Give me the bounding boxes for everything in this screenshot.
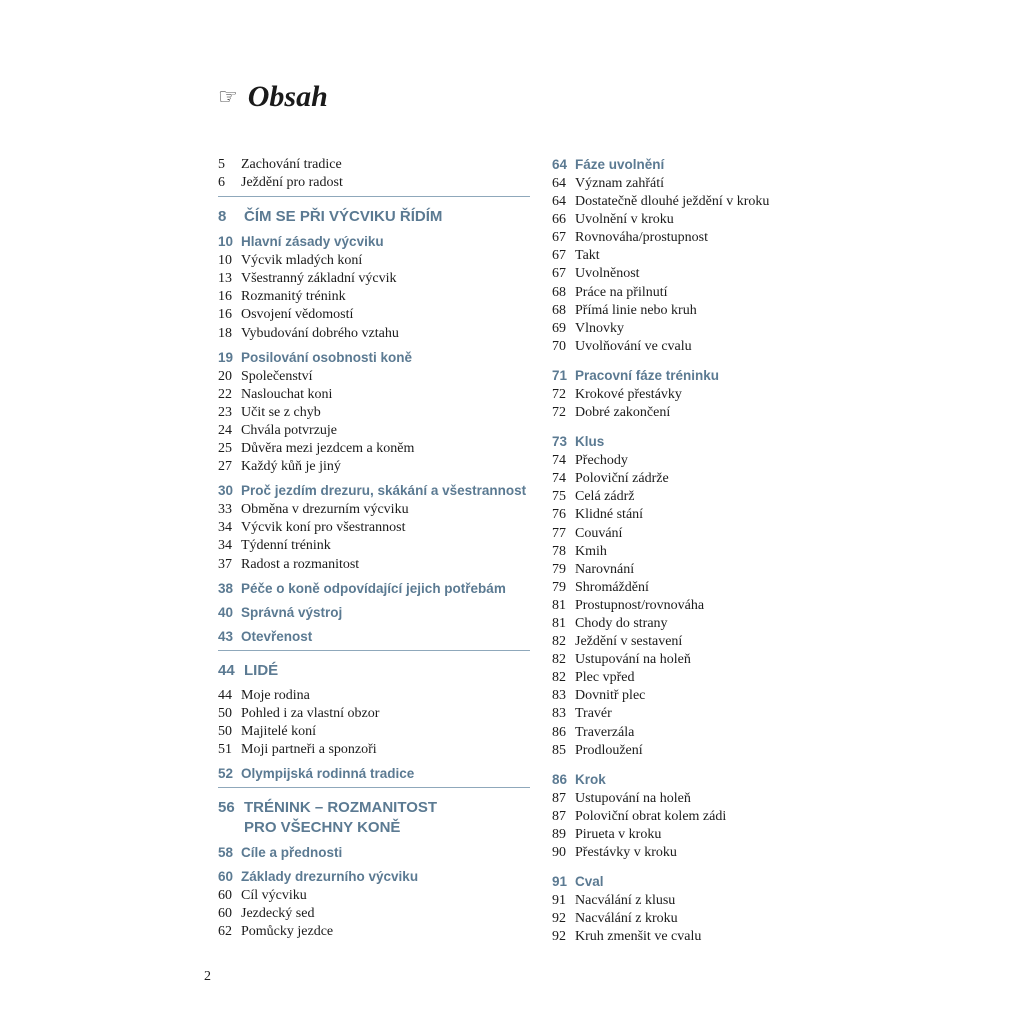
toc-page-number: 43 (218, 628, 234, 644)
toc-page-number: 34 (218, 538, 232, 554)
toc-entry-title: Důvěra mezi jezdcem a koněm (241, 441, 415, 457)
toc-entry-title: Výcvik koní pro všestrannost (241, 520, 406, 536)
toc-entry-title: Chody do strany (575, 615, 668, 631)
toc-page-number: 86 (552, 771, 568, 787)
toc-page-number: 19 (218, 349, 234, 365)
toc-page-number: 23 (218, 404, 232, 420)
toc-entry (552, 669, 852, 687)
toc-page-number: 60 (218, 887, 232, 903)
toc-entry-title: Osvojení vědomostí (241, 307, 354, 323)
toc-page-number: 82 (552, 634, 566, 650)
toc-page-number: 64 (552, 157, 568, 172)
toc-entry-title: Narovnání (575, 561, 635, 577)
toc-entry (552, 826, 852, 844)
toc-page-number: 83 (552, 706, 566, 722)
toc-page-number: 64 (552, 176, 566, 191)
toc-page-number: 56 (218, 798, 235, 816)
toc-entry-title: Rovnováha/prostupnost (575, 230, 708, 246)
toc-page-number: 44 (218, 661, 235, 679)
toc-page-number: 71 (552, 367, 568, 383)
toc-entry (218, 174, 530, 192)
toc-subheading (218, 868, 530, 886)
toc-entry-title: Radost a rozmanitost (241, 556, 360, 572)
toc-entry (552, 211, 852, 229)
toc-page-number: 10 (218, 253, 232, 269)
toc-page-number: 60 (218, 868, 234, 884)
toc-subheading-title: Základy drezurního výcviku (241, 868, 419, 884)
toc-chapter-title-line: TRÉNINK – ROZMANITOST (244, 798, 438, 816)
toc-page-number: 83 (552, 688, 566, 704)
toc-entry (552, 633, 852, 651)
toc-page-number: 70 (552, 338, 566, 354)
toc-entry (552, 175, 852, 193)
toc-entry (218, 723, 530, 741)
toc-entry-title: Všestranný základní výcvik (241, 271, 397, 287)
toc-entry (218, 501, 530, 519)
toc-page-number: 50 (218, 723, 232, 739)
toc-entry (552, 302, 852, 320)
toc-entry-title: Cíl výcviku (241, 887, 307, 903)
toc-page-number: 68 (552, 302, 566, 318)
toc-entry (552, 651, 852, 669)
toc-page-number: 62 (218, 924, 232, 940)
toc-page-number: 92 (552, 929, 566, 945)
toc-page-number: 68 (552, 284, 566, 300)
toc-entry-title: Krokové přestávky (575, 386, 682, 402)
toc-page-number: 51 (218, 741, 232, 757)
toc-entry (218, 156, 530, 174)
toc-page-number: 20 (218, 368, 232, 384)
toc-entry-title: Celá zádrž (575, 489, 635, 505)
toc-entry-title: Přechody (575, 453, 628, 469)
toc-entry-title: Přímá linie nebo kruh (575, 302, 697, 318)
toc-chapter-heading (218, 661, 530, 681)
toc-entry (552, 742, 852, 760)
toc-entry-title: Pirueta v kroku (575, 826, 662, 842)
toc-entry-title: Klidné stání (575, 507, 644, 523)
toc-entry-title: Dobré zakončení (575, 405, 671, 421)
toc-entry (552, 579, 852, 597)
toc-entry (218, 458, 530, 476)
toc-entry (218, 537, 530, 555)
toc-entry-title: Společenství (241, 368, 313, 384)
toc-entry (552, 687, 852, 705)
toc-entry-title: Význam zahřátí (575, 176, 665, 191)
toc-entry-title: Uvolňování ve cvalu (575, 338, 692, 354)
toc-entry-title: Vybudování dobrého vztahu (241, 325, 399, 341)
toc-entry (218, 687, 530, 705)
page-title (218, 80, 328, 114)
toc-page-number: 33 (218, 502, 232, 518)
toc-subheading-title: Pracovní fáze tréninku (575, 367, 720, 383)
toc-entry (552, 506, 852, 524)
toc-entry (552, 470, 852, 488)
toc-chapter-heading (218, 798, 530, 838)
toc-entry-title: Moji partneři a sponzoři (241, 741, 377, 757)
toc-entry-title: Učit se z chyb (241, 404, 321, 420)
toc-entry-title: Kruh zmenšit ve cvalu (575, 929, 702, 945)
toc-entry-title: Ježdění v sestavení (575, 634, 683, 650)
toc-entry (218, 905, 530, 923)
toc-subheading-title: Fáze uvolnění (575, 157, 665, 172)
toc-page-number: 16 (218, 307, 232, 323)
toc-subheading-title: Olympijská rodinná tradice (241, 765, 415, 781)
toc-entry (552, 892, 852, 910)
toc-page-number: 6 (218, 175, 225, 191)
toc-page-number: 89 (552, 826, 566, 842)
toc-entry-title: Takt (575, 248, 600, 264)
section-divider (218, 650, 530, 651)
toc-entry-title: Zachování tradice (241, 157, 342, 172)
toc-entry-title: Ustupování na holeň (575, 652, 691, 668)
toc-page-number: 64 (552, 194, 566, 210)
toc-entry (218, 270, 530, 288)
toc-entry-title: Nacválání z kroku (575, 911, 678, 927)
toc-page-number: 78 (552, 543, 566, 559)
toc-page-number: 30 (218, 483, 234, 499)
toc-entry (552, 488, 852, 506)
toc-page-number: 87 (552, 808, 566, 824)
toc-page-number: 77 (552, 525, 566, 541)
toc-entry (552, 910, 852, 928)
toc-page-number: 72 (552, 386, 566, 402)
toc-entry-title: Jezdecký sed (241, 906, 315, 922)
toc-entry (218, 741, 530, 759)
toc-entry-title: Vlnovky (575, 320, 624, 336)
toc-entry (218, 306, 530, 324)
toc-page-number: 74 (552, 471, 566, 487)
toc-entry (218, 368, 530, 386)
toc-page-number: 74 (552, 453, 566, 469)
toc-page-number: 8 (218, 208, 227, 226)
toc-entry (552, 790, 852, 808)
toc-subheading (218, 482, 530, 500)
toc-entry-title: Obměna v drezurním výcviku (241, 502, 409, 518)
toc-subheading (552, 771, 852, 789)
toc-entry-title: Dostatečně dlouhé ježdění v kroku (575, 194, 770, 210)
toc-entry (218, 386, 530, 404)
toc-page-number: 58 (218, 844, 234, 860)
toc-entry-title: Majitelé koní (241, 723, 317, 739)
toc-subheading (218, 580, 530, 598)
toc-entry (552, 229, 852, 247)
toc-subheading (552, 367, 852, 385)
toc-page-number: 18 (218, 325, 232, 341)
toc-page-number: 22 (218, 386, 232, 402)
toc-subheading-title: Péče o koně odpovídající jejich potřebám (241, 580, 506, 596)
toc-chapter-title-line: LIDÉ (244, 661, 279, 679)
toc-entry-title: Chvála potvrzuje (241, 422, 338, 438)
toc-subheading (218, 844, 530, 862)
pointing-hand-icon: ☞ (218, 84, 238, 110)
toc-entry-title: Couvání (575, 525, 623, 541)
toc-page-number: 66 (552, 212, 566, 228)
toc-page-number: 76 (552, 507, 566, 523)
toc-subheading (218, 233, 530, 251)
toc-entry-title: Přestávky v kroku (575, 845, 677, 860)
toc-page-number: 10 (218, 234, 234, 250)
toc-page-number: 79 (552, 561, 566, 577)
toc-entry-title: Uvolněnost (575, 266, 640, 282)
toc-entry (552, 705, 852, 723)
toc-subheading-title: Otevřenost (241, 628, 313, 644)
toc-subheading-title: Cíle a přednosti (241, 844, 343, 860)
toc-entry (218, 288, 530, 306)
toc-entry (552, 338, 852, 356)
toc-subheading (218, 628, 530, 646)
toc-entry-title: Každý kůň je jiný (241, 459, 341, 475)
toc-entry (552, 543, 852, 561)
toc-page-number: 91 (552, 893, 566, 909)
toc-entry (552, 844, 852, 862)
toc-page-number: 44 (218, 687, 232, 703)
toc-entry (218, 519, 530, 537)
toc-chapter-title (244, 798, 437, 838)
toc-entry (218, 252, 530, 270)
toc-chapter-title (244, 661, 278, 681)
toc-entry (552, 928, 852, 946)
toc-entry (552, 386, 852, 404)
toc-entry-title: Ježdění pro radost (241, 175, 343, 191)
toc-subheading-title: Správná výstroj (241, 604, 343, 620)
toc-page-number: 73 (552, 434, 568, 450)
toc-entry-title: Naslouchat koni (241, 386, 333, 402)
toc-entry-title: Týdenní trénink (241, 538, 331, 554)
toc-entry-title: Kmih (575, 543, 607, 559)
toc-entry-title: Rozmanitý trénink (241, 289, 346, 305)
toc-page-number: 69 (552, 320, 566, 336)
toc-chapter-title-line: ČÍM SE PŘI VÝCVIKU ŘÍDÍM (244, 208, 443, 226)
toc-entry-title: Prostupnost/rovnováha (575, 597, 705, 613)
toc-page-number: 87 (552, 790, 566, 806)
toc-entry-title: Moje rodina (241, 687, 310, 703)
toc-chapter-title-line: PRO VŠECHNY KONĚ (244, 818, 401, 836)
toc-entry-title: Výcvik mladých koní (241, 253, 363, 269)
toc-entry (552, 724, 852, 742)
toc-entry (552, 404, 852, 422)
toc-page-number: 90 (552, 845, 566, 860)
toc-entry (552, 561, 852, 579)
toc-column-right (552, 156, 852, 946)
toc-page-number: 82 (552, 670, 566, 686)
title-text: Obsah (247, 80, 328, 113)
toc-page-number: 16 (218, 289, 232, 305)
toc-page-number: 81 (552, 597, 566, 613)
toc-subheading-title: Cval (575, 874, 604, 890)
toc-entry (552, 247, 852, 265)
toc-page-number: 79 (552, 579, 566, 595)
toc-entry (218, 440, 530, 458)
section-divider (218, 196, 530, 197)
toc-page-number: 24 (218, 422, 232, 438)
toc-entry-title: Shromáždění (575, 579, 649, 595)
toc-subheading-title: Hlavní zásady výcviku (241, 234, 384, 250)
toc-subheading (552, 873, 852, 891)
toc-page-number: 67 (552, 230, 566, 246)
toc-entry-title: Plec vpřed (575, 670, 635, 686)
toc-page-number: 92 (552, 911, 566, 927)
toc-entry-title: Poloviční obrat kolem zádi (575, 808, 727, 824)
toc-page-number: 82 (552, 652, 566, 668)
page-number: 2 (204, 969, 211, 984)
toc-subheading (218, 765, 530, 783)
toc-subheading (218, 604, 530, 622)
toc-page-number: 60 (218, 906, 232, 922)
toc-entry-title: Uvolnění v kroku (575, 212, 674, 228)
toc-page-number: 50 (218, 705, 232, 721)
toc-entry-title: Pohled i za vlastní obzor (241, 705, 380, 721)
toc-chapter-title (244, 207, 442, 227)
toc-entry (552, 615, 852, 633)
toc-page-number: 25 (218, 441, 232, 457)
toc-subheading-title: Krok (575, 771, 606, 787)
toc-page-number: 34 (218, 520, 232, 536)
toc-page-number: 38 (218, 580, 234, 596)
toc-entry-title: Ustupování na holeň (575, 790, 691, 806)
toc-entry (552, 597, 852, 615)
toc-entry-title: Poloviční zádrže (575, 471, 669, 487)
toc-entry (218, 325, 530, 343)
toc-entry-title: Traverzála (575, 724, 635, 740)
toc-entry-title: Travér (575, 706, 612, 722)
toc-page-number: 67 (552, 266, 566, 282)
toc-page-number: 85 (552, 742, 566, 758)
toc-subheading-title: Klus (575, 434, 605, 450)
toc-entry (552, 193, 852, 211)
toc-subheading (552, 433, 852, 451)
toc-entry (552, 808, 852, 826)
toc-column-left (218, 156, 530, 941)
toc-entry (218, 556, 530, 574)
toc-entry (218, 705, 530, 723)
toc-chapter-heading (218, 207, 530, 227)
toc-page-number: 91 (552, 874, 568, 890)
toc-page-number: 81 (552, 615, 566, 631)
toc-entry (218, 422, 530, 440)
toc-entry (552, 320, 852, 338)
toc-subheading-title: Proč jezdím drezuru, skákání a všestrannost (241, 483, 527, 499)
toc-entry (552, 452, 852, 470)
toc-subheading-title: Posilování osobnosti koně (241, 349, 413, 365)
toc-page-number: 75 (552, 489, 566, 505)
toc-entry (552, 284, 852, 302)
toc-entry-title: Prodloužení (575, 742, 643, 758)
toc-page-number: 40 (218, 604, 234, 620)
toc-subheading (218, 349, 530, 367)
toc-page-number: 67 (552, 248, 566, 264)
section-divider (218, 787, 530, 788)
toc-entry (218, 923, 530, 941)
toc-page-number: 27 (218, 459, 232, 475)
toc-entry-title: Pomůcky jezdce (241, 924, 334, 940)
toc-entry (552, 265, 852, 283)
toc-subheading (552, 156, 852, 174)
toc-entry-title: Dovnitř plec (575, 688, 646, 704)
toc-page-number: 86 (552, 724, 566, 740)
toc-page-number: 5 (218, 157, 225, 172)
toc-page-number: 13 (218, 271, 232, 287)
toc-page-number: 52 (218, 765, 234, 781)
toc-entry-title: Nacválání z klusu (575, 893, 676, 909)
toc-page-number: 72 (552, 405, 566, 421)
toc-page-number: 37 (218, 556, 232, 572)
toc-entry (218, 887, 530, 905)
toc-entry-title: Práce na přilnutí (575, 284, 668, 300)
toc-entry (552, 525, 852, 543)
toc-entry (218, 404, 530, 422)
